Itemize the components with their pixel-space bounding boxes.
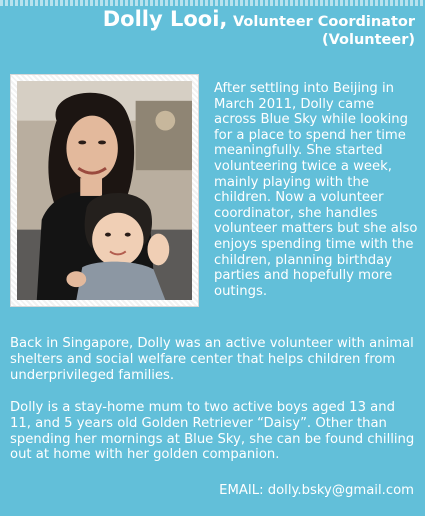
- person-role: Volunteer Coordinator: [232, 14, 415, 30]
- background-paragraph: Back in Singapore, Dolly was an active volunteer with animal shelters and social welfare center that helps children from underprivileged families.: [10, 336, 414, 383]
- name-line: [103, 8, 415, 32]
- profile-header: [103, 8, 415, 48]
- family-paragraph: Dolly is a stay-home mum to two active boys aged 13 and 11, and 5 years old Golden Retriever “Daisy”. Other than spending her mornings at Blue Sky, she can be found chilling out at home with her golden companion.: [10, 400, 415, 463]
- person-name: Dolly Looi,: [102, 7, 228, 31]
- portrait-illustration: [17, 81, 192, 300]
- decorative-top-border: [0, 0, 425, 6]
- photo-frame: [10, 74, 199, 307]
- intro-paragraph: After settling into Beijing in March 2011, Dolly came across Blue Sky while looking for a place to spend her time meaningfully. She started volunteering twice a week, mainly playing with the children. Now a volunteer coordinator, she handles volunteer matters but she also enjoys spending time with the children, planning birthday parties and hopefully more outings.: [214, 81, 418, 299]
- volunteer-tag: (Volunteer): [321, 31, 415, 48]
- email-contact[interactable]: EMAIL: dolly.bsky@gmail.com: [219, 483, 414, 498]
- portrait-photo: [17, 81, 192, 300]
